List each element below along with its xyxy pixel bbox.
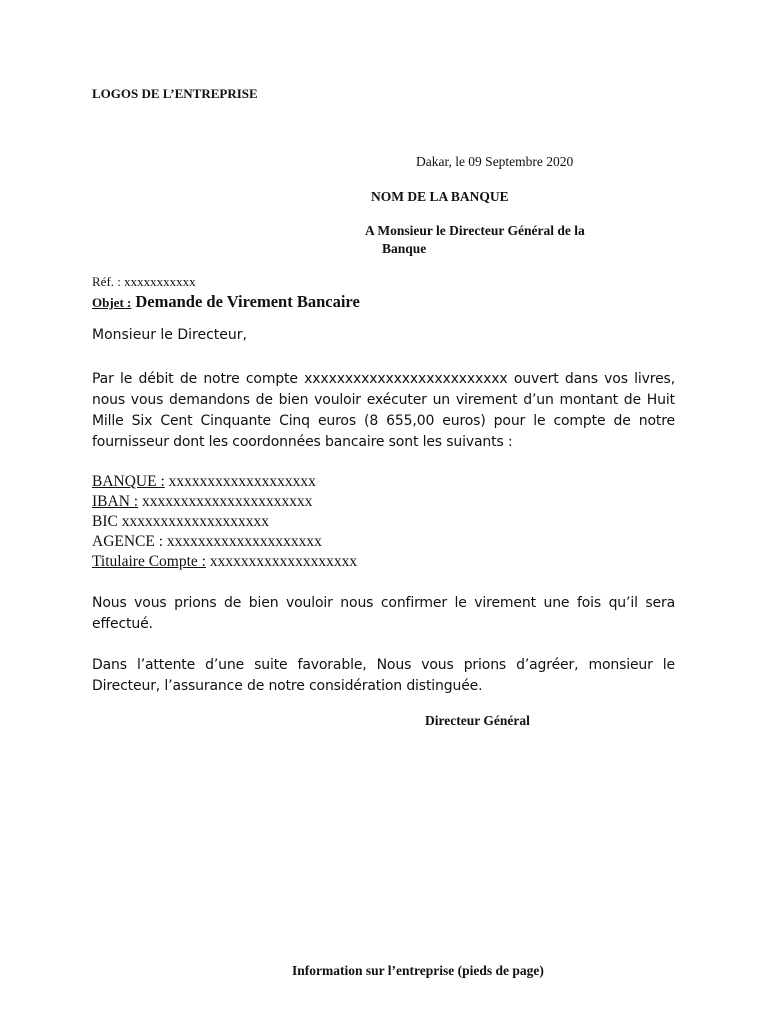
addressee-block — [365, 222, 655, 258]
addressee-line-1: A Monsieur le Directeur Général de la — [365, 223, 585, 238]
bank-detail-label: Titulaire Compte : — [92, 553, 206, 570]
addressee-line-2: Banque — [382, 241, 427, 256]
company-logos-placeholder: LOGOS DE L’ENTREPRISE — [92, 86, 258, 101]
footer-info: Information sur l’entreprise (pieds de page) — [292, 963, 544, 978]
bank-detail-value: xxxxxxxxxxxxxxxxxxxxxx — [138, 493, 313, 510]
bank-detail-row-bic — [92, 512, 357, 532]
paragraph-closing: Dans l’attente d’une suite favorable, Nous vous prions d’agréer, monsieur le Directeur, l’assurance de notre considération distinguée. — [92, 657, 675, 694]
bank-detail-label: IBAN : — [92, 493, 139, 510]
bank-detail-row-iban — [92, 492, 357, 512]
paragraph-transfer-request: Par le débit de notre compte xxxxxxxxxxxxxxxxxxxxxxxxx ouvert dans vos livres, nous vous demandons de bien vouloir exécuter un virement d’un montant de Huit Mille Six Cent Cinquante Cinq euros (8 655,00 euros) pour le compte de notre fournisseur dont les coordonnées bancaire sont les suivants : — [92, 371, 675, 450]
bank-detail-row-banque — [92, 472, 357, 492]
subject-label: Objet : — [92, 295, 132, 310]
bank-detail-row-titulaire — [92, 552, 357, 572]
bank-detail-label: AGENCE : — [92, 533, 164, 550]
salutation: Monsieur le Directeur, — [92, 327, 247, 343]
paragraph-confirmation-request: Nous vous prions de bien vouloir nous confirmer le virement une fois qu’il sera effectué. — [92, 595, 675, 632]
bank-detail-label: BANQUE : — [92, 473, 165, 490]
bank-detail-row-agence — [92, 532, 357, 552]
bank-detail-value: xxxxxxxxxxxxxxxxxxx — [205, 553, 358, 570]
reference-line: Réf. : xxxxxxxxxxx — [92, 274, 196, 289]
signature-title: Directeur Général — [425, 713, 530, 728]
bank-name: NOM DE LA BANQUE — [371, 189, 509, 204]
bank-detail-label: BIC — [92, 513, 118, 530]
subject-text: Demande de Virement Bancaire — [135, 292, 360, 311]
date-line: Dakar, le 09 Septembre 2020 — [416, 154, 574, 169]
bank-detail-value: xxxxxxxxxxxxxxxxxxx — [117, 513, 269, 530]
subject-line — [92, 292, 360, 312]
bank-detail-value: xxxxxxxxxxxxxxxxxxx — [164, 473, 316, 490]
bank-details-block — [92, 472, 357, 572]
bank-detail-value: xxxxxxxxxxxxxxxxxxxx — [163, 533, 322, 550]
